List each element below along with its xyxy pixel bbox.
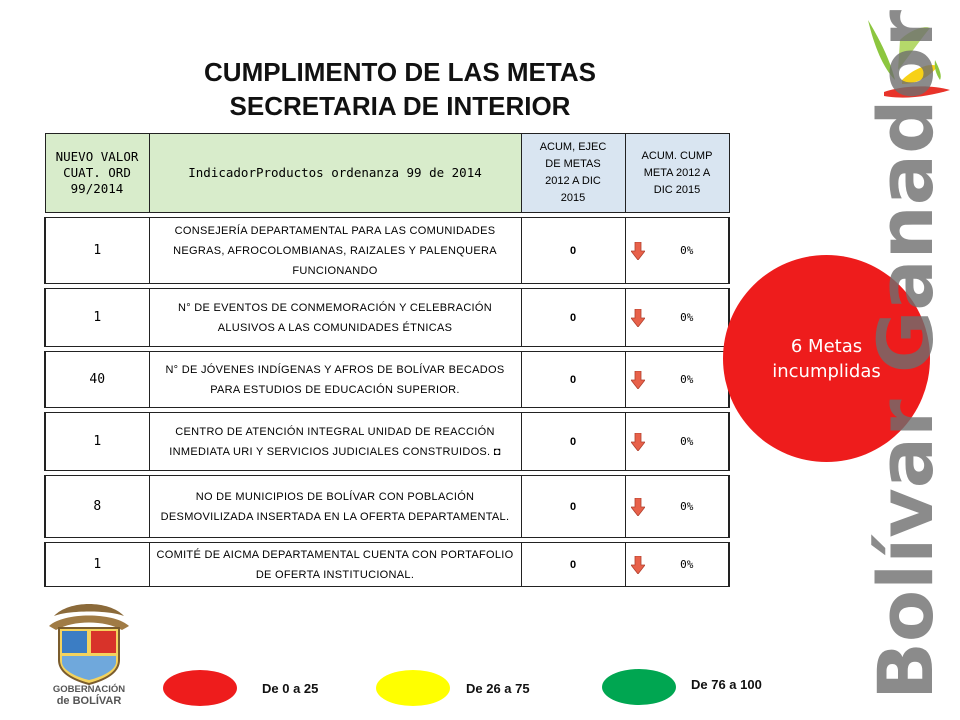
- table-row: [45, 289, 729, 347]
- cell-valor: 1: [45, 413, 149, 471]
- legend-green-oval: [602, 669, 676, 705]
- cump-value: 0%: [680, 500, 694, 513]
- cell-indicador: N° DE JÓVENES INDÍGENAS Y AFROS DE BOLÍVAR BECADOS PARA ESTUDIOS DE EDUCACIÓN SUPERIOR.: [149, 352, 521, 408]
- incumplidas-text: 6 Metas incumplidas: [772, 335, 881, 382]
- legend-label-red: De 0 a 25: [262, 681, 319, 696]
- org-line1: GOBERNACIÓN: [52, 684, 126, 695]
- arrow-down-icon: [631, 371, 645, 389]
- cump-value: 0%: [680, 244, 694, 257]
- cell-cump: [625, 289, 729, 347]
- header-acum-cump: ACUM. CUMP META 2012 A DIC 2015: [625, 134, 729, 213]
- shield-quarter-blue: [62, 631, 87, 653]
- page-title: [120, 55, 680, 123]
- cell-cump: [625, 543, 729, 587]
- cell-cump: [625, 352, 729, 408]
- cell-indicador: NO DE MUNICIPIOS DE BOLÍVAR CON POBLACIÓN DESMOVILIZADA INSERTADA EN LA OFERTA DEPARTAMENTAL.: [149, 476, 521, 538]
- gobernacion-shield-logo: [34, 598, 144, 708]
- cump-value: 0%: [680, 373, 694, 386]
- cell-valor: 8: [45, 476, 149, 538]
- crest-feathers: [54, 604, 124, 616]
- cell-valor: 1: [45, 218, 149, 284]
- header-nuevo-valor: NUEVO VALOR CUAT. ORD 99/2014: [45, 134, 149, 213]
- metas-table: [44, 133, 730, 587]
- cell-acum: 0: [521, 543, 625, 587]
- arrow-down-icon: [631, 433, 645, 451]
- table-row: [45, 413, 729, 471]
- cell-indicador: CENTRO DE ATENCIÓN INTEGRAL UNIDAD DE REACCIÓN INMEDIATA URI Y SERVICIOS JUDICIALES CONSTRUIDOS. ◘: [149, 413, 521, 471]
- cell-acum: 0: [521, 413, 625, 471]
- table-row: [45, 476, 729, 538]
- cell-valor: 1: [45, 543, 149, 587]
- table-row: [45, 352, 729, 408]
- table-header-row: [45, 134, 729, 213]
- page-title-line2: SECRETARIA DE INTERIOR: [229, 91, 571, 121]
- legend-red-oval: [163, 670, 237, 706]
- cump-value: 0%: [680, 311, 694, 324]
- legend-label-yellow: De 26 a 75: [466, 681, 530, 696]
- arrow-down-icon: [631, 498, 645, 516]
- cell-cump: [625, 413, 729, 471]
- header-acum-ejec: ACUM, EJEC DE METAS 2012 A DIC 2015: [521, 134, 625, 213]
- cump-value: 0%: [680, 435, 694, 448]
- shield-quarter-red: [91, 631, 116, 653]
- header-indicador: IndicadorProductos ordenanza 99 de 2014: [149, 134, 521, 213]
- arrow-down-icon: [631, 309, 645, 327]
- cell-acum: 0: [521, 218, 625, 284]
- cell-cump: [625, 476, 729, 538]
- cell-acum: 0: [521, 352, 625, 408]
- arrow-down-icon: [631, 556, 645, 574]
- table-row: [45, 543, 729, 587]
- bolivar-ganador-logo: [840, 0, 960, 720]
- cell-acum: 0: [521, 289, 625, 347]
- org-line2: de BOLÍVAR: [56, 695, 122, 707]
- table-row: [45, 218, 729, 284]
- cell-valor: 1: [45, 289, 149, 347]
- legend-yellow-oval: [376, 670, 450, 706]
- cell-indicador: CONSEJERÍA DEPARTAMENTAL PARA LAS COMUNIDADES NEGRAS, AFROCOLOMBIANAS, RAIZALES Y PALENQUERA FUNCIONANDO: [149, 218, 521, 284]
- cell-valor: 40: [45, 352, 149, 408]
- cump-value: 0%: [680, 558, 694, 571]
- cell-acum: 0: [521, 476, 625, 538]
- slogan-text: Bolívar Ganador: [861, 9, 950, 700]
- page-title-line1: CUMPLIMENTO DE LAS METAS: [204, 57, 596, 87]
- cell-indicador: COMITÉ DE AICMA DEPARTAMENTAL CUENTA CON PORTAFOLIO DE OFERTA INSTITUCIONAL.: [149, 543, 521, 587]
- legend-label-green: De 76 a 100: [691, 677, 762, 692]
- cell-cump: [625, 218, 729, 284]
- cell-indicador: N° DE EVENTOS DE CONMEMORACIÓN Y CELEBRACIÓN ALUSIVOS A LAS COMUNIDADES ÉTNICAS: [149, 289, 521, 347]
- arrow-down-icon: [631, 242, 645, 260]
